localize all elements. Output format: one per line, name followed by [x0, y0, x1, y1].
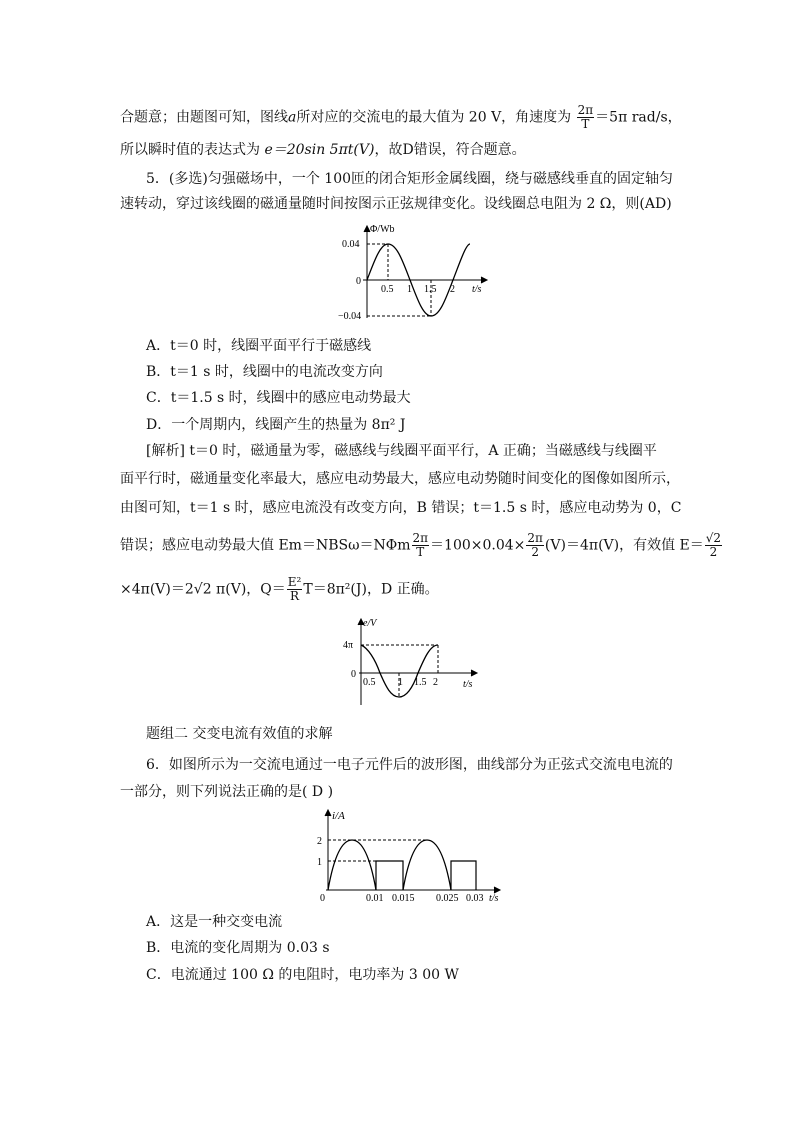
section-heading: 题组二 交变电流有效值的求解 [146, 726, 333, 742]
tick-label: 2 [317, 836, 322, 847]
tick-label: 2 [450, 284, 455, 295]
option: C．t＝1.5 s 时，线圈中的感应电动势最大 [146, 390, 411, 406]
option: D．一个周期内，线圈产生的热量为 8π² J [146, 417, 406, 433]
q5-stem-line: 速转动，穿过该线圈的磁通量随时间按图示正弦规律变化。设线圈总电阻为 2 Ω，则(AD) [120, 196, 672, 212]
option: B．电流的变化周期为 0.03 s [146, 940, 330, 956]
option: B．t＝1 s 时，线圈中的电流改变方向 [146, 364, 383, 380]
q5-stem-line: 5．(多选)匀强磁场中，一个 100匝的闭合矩形金属线圈，绕与磁感线垂直的固定轴匀 [146, 171, 674, 187]
solution-line: [解析] t＝0 时，磁通量为零，磁感线与线圈平面平行，A 正确；当磁感线与线圈平 [146, 443, 657, 459]
axis-label: i/A [332, 810, 345, 822]
emf-graph [335, 615, 485, 710]
tick-label: 2 [433, 677, 438, 688]
option: A．t＝0 时，线圈平面平行于磁感线 [146, 338, 372, 354]
fraction: $\frac{√2}{2}$ [705, 531, 722, 559]
axis-label: t/s [463, 679, 473, 690]
tick-label: −0.04 [338, 311, 362, 322]
tick-label: 1.5 [424, 284, 437, 295]
solution-line: ×4π(V)＝2√2 π(V)，Q＝ $\frac{\text{E²}}{R}$ T＝8π²(J)，D 正确。 [120, 575, 439, 603]
tick-label: 4π [343, 640, 354, 651]
tick-label: 0.015 [392, 893, 415, 904]
tick-label: 1.5 [414, 677, 427, 688]
fraction: $\frac{2\pi}{T}$ [412, 531, 429, 559]
q6-stem-line: 6．如图所示为一交流电通过一电子元件后的波形图，曲线部分为正弦式交流电电流的 [146, 757, 673, 773]
solution-line: 错误；感应电动势最大值 Em＝NBSω＝NΦm $\frac{2\pi}{T}$ ＝100×0.04× $\frac{2\pi}{2}$ (V)＝4π(V)，有效值 E＝ $\frac{√2}{2}$ [120, 531, 722, 559]
solution-line: 由图可知，t＝1 s 时，感应电流没有改变方向，B 错误；t＝1.5 s 时，感应电动势为 0，C [120, 500, 682, 516]
fraction: $\frac{2\pi}{T}$ [577, 103, 594, 131]
solution-line: 面平行时，磁通量变化率最大，感应电动势最大，感应电动势随时间变化的图像如图所示， [120, 471, 680, 487]
tick-label: 0.03 [466, 893, 484, 904]
axis-label: e/V [363, 618, 377, 629]
option: A．这是一种交变电流 [146, 914, 283, 930]
q6-stem-line: 一部分，则下列说法正确的是( D ) [120, 784, 334, 800]
current-graph [308, 806, 508, 906]
tick-label: 1 [317, 857, 322, 868]
flux-graph [330, 222, 500, 327]
tick-label: 1 [398, 677, 403, 688]
option: C．电流通过 100 Ω 的电阻时，电功率为 3 00 W [146, 967, 459, 983]
axis-label: t/s [489, 893, 499, 904]
fraction: $\frac{2\pi}{2}$ [527, 531, 543, 559]
tick-label: 0.5 [381, 284, 394, 295]
fraction: $\frac{\text{E²}}{R}$ [287, 575, 302, 603]
tick-label: 1 [407, 284, 412, 295]
tick-label: 0 [356, 276, 361, 287]
tick-label: 0 [351, 669, 356, 680]
tick-label: 0.01 [366, 893, 384, 904]
tick-label: 0.025 [436, 893, 459, 904]
axis-label: Φ/Wb [370, 224, 395, 235]
tick-label: 0.5 [363, 677, 376, 688]
tick-label: 0.04 [342, 239, 360, 250]
text-line: 合题意；由题图可知，图线a所对应的交流电的最大值为 20 V，角速度为 $\frac{2\pi}{T}$ ＝5π rad/s， [120, 103, 682, 131]
axis-label: t/s [472, 284, 482, 295]
text-line: 所以瞬时值的表达式为 e＝20sin 5πt(V)，故D错误，符合题意。 [120, 142, 526, 158]
tick-label: 0 [320, 893, 325, 904]
